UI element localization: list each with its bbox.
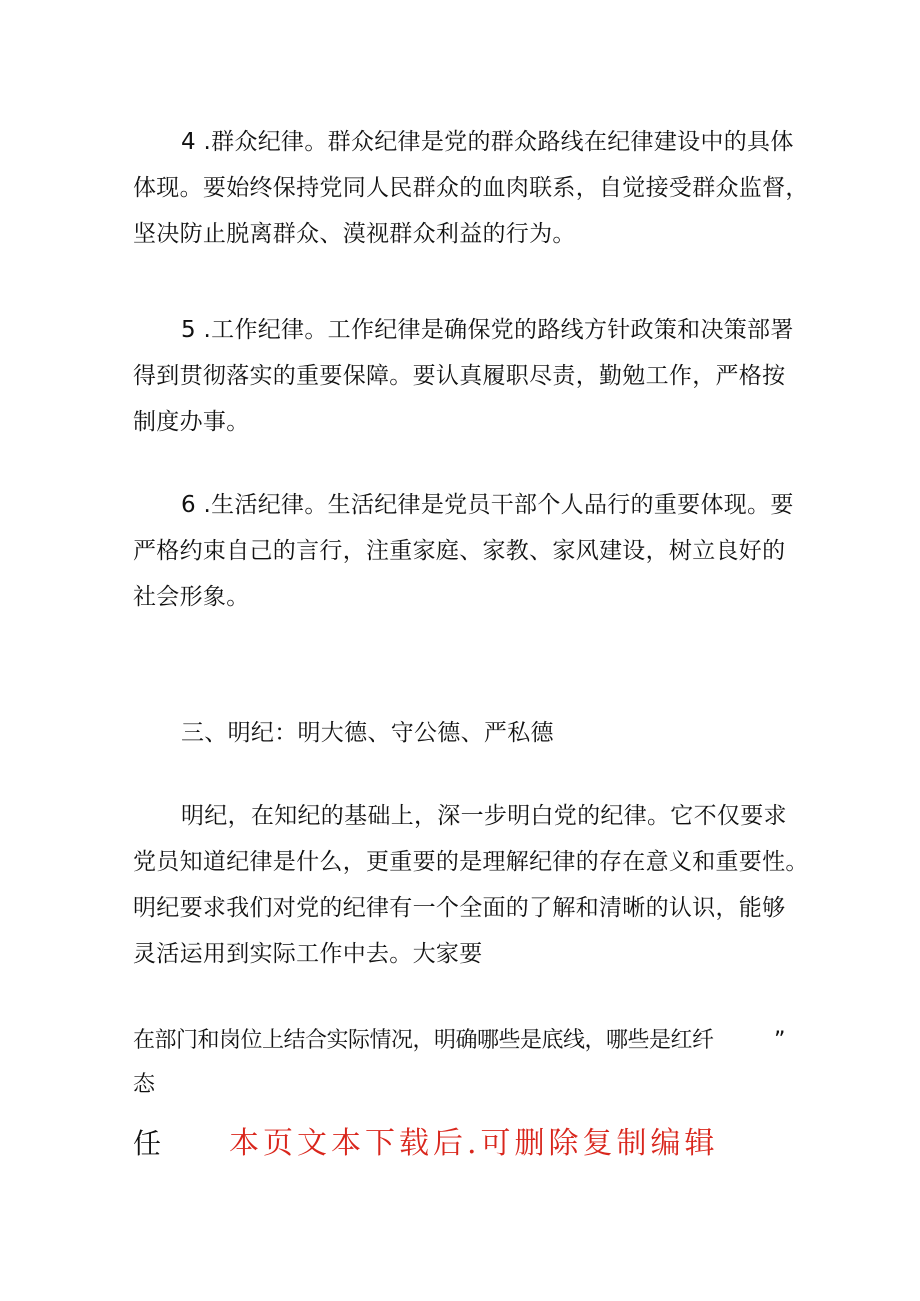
text-line: 5 .工作纪律。工作纪律是确保党的路线方针政策和决策部署 (181, 317, 794, 343)
text-line: 严格约束自己的言行，注重家庭、家教、家风建设，树立良好的 (133, 538, 786, 564)
heading-text: 三、明纪：明大德、守公德、严私德 (181, 720, 554, 746)
paragraph-mass-discipline (133, 119, 809, 257)
text-line: 明纪，在知纪的基础上，深一步明白党的纪律。它不仅要求 (181, 803, 787, 829)
paragraph-work-discipline (133, 307, 793, 445)
text-line: 体现。要始终保持党同人民群众的血肉联系，自觉接受群众监督， (133, 175, 809, 201)
text-fragment-line: 在部门和岗位上结合实际情况，明确哪些是底线，哪些是红纤 (133, 1028, 714, 1053)
text-fragment-char: 态 (133, 1072, 156, 1097)
text-line: 制度办事。 (133, 409, 250, 435)
text-line: 明纪要求我们对党的纪律有一个全面的了解和清晰的认识，能够 (133, 895, 786, 921)
text-line: 社会形象。 (133, 584, 250, 610)
text-fragment-char: 任 (133, 1127, 162, 1160)
download-edit-notice: 本页文本下载后.可删除复制编辑 (229, 1126, 719, 1161)
text-line: 6 .生活纪律。生活纪律是党员干部个人品行的重要体现。要 (181, 492, 794, 518)
text-line: 灵活运用到实际工作中去。大家要 (133, 941, 483, 967)
section-heading (133, 710, 793, 756)
text-line: 党员知道纪律是什么，更重要的是理解纪律的存在意义和重要性。 (133, 849, 809, 875)
text-line: 4 .群众纪律。群众纪律是党的群众路线在纪律建设中的具体 (181, 129, 794, 155)
text-line: 得到贯彻落实的重要保障。要认真履职尽责，勤勉工作，严格按 (133, 363, 786, 389)
paragraph-understanding-discipline (133, 793, 809, 977)
paragraph-life-discipline (133, 482, 793, 620)
text-line: 坚决防止脱离群众、漠视群众利益的行为。 (133, 221, 576, 247)
quote-mark: ” (774, 1028, 786, 1053)
